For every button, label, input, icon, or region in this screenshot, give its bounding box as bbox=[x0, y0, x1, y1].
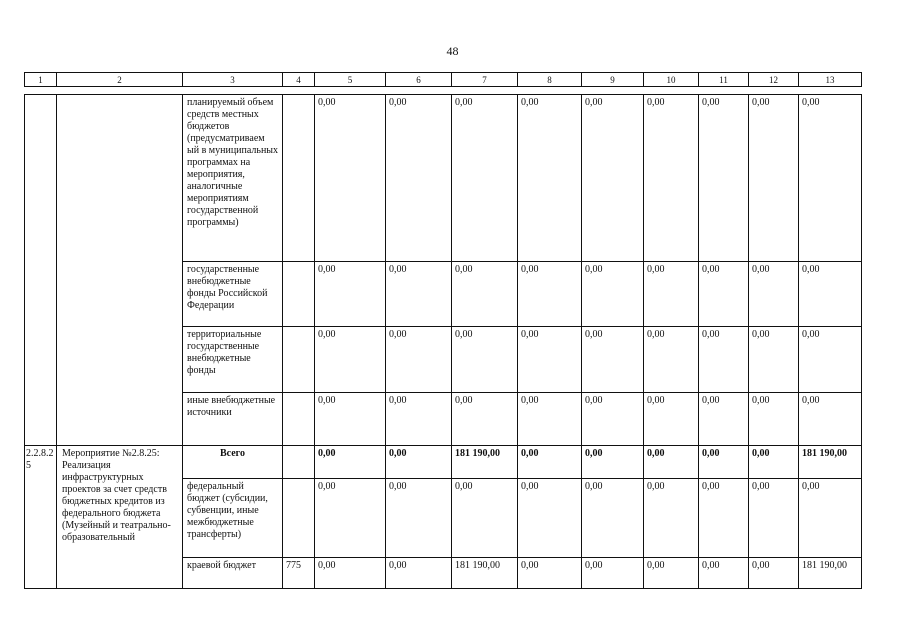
kbk-cell bbox=[283, 262, 315, 327]
value-cell: 0,00 bbox=[699, 479, 749, 558]
source-cell: иные внебюджетные источники bbox=[183, 393, 283, 446]
value-cell: 181 190,00 bbox=[452, 446, 518, 479]
funding-table bbox=[24, 94, 862, 589]
value-cell: 0,00 bbox=[749, 479, 799, 558]
value-cell: 0,00 bbox=[699, 95, 749, 262]
value-cell: 0,00 bbox=[315, 262, 386, 327]
kbk-cell: 775 bbox=[283, 558, 315, 589]
header-cell: 11 bbox=[699, 73, 749, 87]
header-cell: 12 bbox=[749, 73, 799, 87]
value-cell: 0,00 bbox=[644, 262, 699, 327]
header-cell: 8 bbox=[518, 73, 582, 87]
value-cell: 0,00 bbox=[749, 446, 799, 479]
value-cell: 0,00 bbox=[799, 327, 862, 393]
kbk-cell bbox=[283, 327, 315, 393]
value-cell: 0,00 bbox=[386, 393, 452, 446]
kbk-cell bbox=[283, 479, 315, 558]
header-cell: 7 bbox=[452, 73, 518, 87]
value-cell: 0,00 bbox=[386, 327, 452, 393]
value-cell: 0,00 bbox=[386, 262, 452, 327]
value-cell: 0,00 bbox=[799, 393, 862, 446]
value-cell: 0,00 bbox=[644, 558, 699, 589]
value-cell: 0,00 bbox=[315, 558, 386, 589]
value-cell: 0,00 bbox=[749, 262, 799, 327]
value-cell: 0,00 bbox=[582, 327, 644, 393]
value-cell: 0,00 bbox=[749, 95, 799, 262]
value-cell: 0,00 bbox=[582, 95, 644, 262]
value-cell: 0,00 bbox=[699, 393, 749, 446]
header-cell: 10 bbox=[644, 73, 699, 87]
value-cell: 0,00 bbox=[518, 558, 582, 589]
value-cell: 0,00 bbox=[582, 558, 644, 589]
value-cell: 0,00 bbox=[644, 393, 699, 446]
value-cell: 0,00 bbox=[315, 95, 386, 262]
code-cell-empty bbox=[25, 95, 57, 446]
header-cell: 1 bbox=[25, 73, 57, 87]
value-cell: 0,00 bbox=[699, 262, 749, 327]
header-cell: 2 bbox=[57, 73, 183, 87]
value-cell: 0,00 bbox=[644, 479, 699, 558]
value-cell: 0,00 bbox=[749, 558, 799, 589]
value-cell: 0,00 bbox=[582, 393, 644, 446]
value-cell: 0,00 bbox=[518, 446, 582, 479]
measure-title: Мероприятие №2.8.25: Реализация инфраструктурных проектов за счет средств бюджетных кредитов из федерального бюджета (Музейный и театрально- образовательный bbox=[57, 446, 183, 589]
value-cell: 0,00 bbox=[518, 262, 582, 327]
table-row-total bbox=[25, 446, 862, 479]
value-cell: 0,00 bbox=[644, 327, 699, 393]
value-cell: 0,00 bbox=[315, 393, 386, 446]
value-cell: 181 190,00 bbox=[799, 446, 862, 479]
value-cell: 0,00 bbox=[749, 327, 799, 393]
value-cell: 181 190,00 bbox=[452, 558, 518, 589]
value-cell: 0,00 bbox=[799, 262, 862, 327]
source-cell: планируемый объем средств местных бюджетов (предусматриваем ый в муниципальных программах на мероприятия, аналогичные мероприятиям государственной программы) bbox=[183, 95, 283, 262]
value-cell: 0,00 bbox=[452, 393, 518, 446]
page-number: 48 bbox=[446, 44, 459, 58]
table-row bbox=[25, 95, 862, 262]
header-cell: 3 bbox=[183, 73, 283, 87]
value-cell: 0,00 bbox=[315, 479, 386, 558]
value-cell: 0,00 bbox=[799, 95, 862, 262]
value-cell: 0,00 bbox=[799, 479, 862, 558]
value-cell: 0,00 bbox=[582, 262, 644, 327]
source-cell: краевой бюджет bbox=[183, 558, 283, 589]
title-cell-empty bbox=[57, 95, 183, 446]
header-cell: 4 bbox=[283, 73, 315, 87]
header-cell: 6 bbox=[386, 73, 452, 87]
source-cell: государственные внебюджетные фонды Российской Федерации bbox=[183, 262, 283, 327]
value-cell: 0,00 bbox=[452, 95, 518, 262]
value-cell: 0,00 bbox=[452, 479, 518, 558]
value-cell: 0,00 bbox=[386, 95, 452, 262]
value-cell: 0,00 bbox=[699, 327, 749, 393]
measure-code: 2.2.8.2 5 bbox=[25, 446, 57, 589]
value-cell: 181 190,00 bbox=[799, 558, 862, 589]
value-cell: 0,00 bbox=[699, 558, 749, 589]
value-cell: 0,00 bbox=[386, 479, 452, 558]
header-cell: 13 bbox=[799, 73, 862, 87]
value-cell: 0,00 bbox=[315, 446, 386, 479]
kbk-cell bbox=[283, 95, 315, 262]
source-cell-total: Всего bbox=[183, 446, 283, 479]
value-cell: 0,00 bbox=[582, 446, 644, 479]
source-cell: федеральный бюджет (субсидии, субвенции, иные межбюджетные трансферты) bbox=[183, 479, 283, 558]
kbk-cell bbox=[283, 393, 315, 446]
value-cell: 0,00 bbox=[386, 446, 452, 479]
value-cell: 0,00 bbox=[749, 393, 799, 446]
value-cell: 0,00 bbox=[315, 327, 386, 393]
value-cell: 0,00 bbox=[699, 446, 749, 479]
header-row bbox=[25, 73, 862, 87]
value-cell: 0,00 bbox=[386, 558, 452, 589]
value-cell: 0,00 bbox=[644, 446, 699, 479]
source-cell: территориальные государственные внебюджетные фонды bbox=[183, 327, 283, 393]
header-cell: 9 bbox=[582, 73, 644, 87]
value-cell: 0,00 bbox=[452, 327, 518, 393]
column-header-table bbox=[24, 72, 862, 87]
value-cell: 0,00 bbox=[518, 393, 582, 446]
value-cell: 0,00 bbox=[518, 95, 582, 262]
value-cell: 0,00 bbox=[452, 262, 518, 327]
value-cell: 0,00 bbox=[518, 327, 582, 393]
header-cell: 5 bbox=[315, 73, 386, 87]
kbk-cell bbox=[283, 446, 315, 479]
value-cell: 0,00 bbox=[518, 479, 582, 558]
value-cell: 0,00 bbox=[582, 479, 644, 558]
value-cell: 0,00 bbox=[644, 95, 699, 262]
